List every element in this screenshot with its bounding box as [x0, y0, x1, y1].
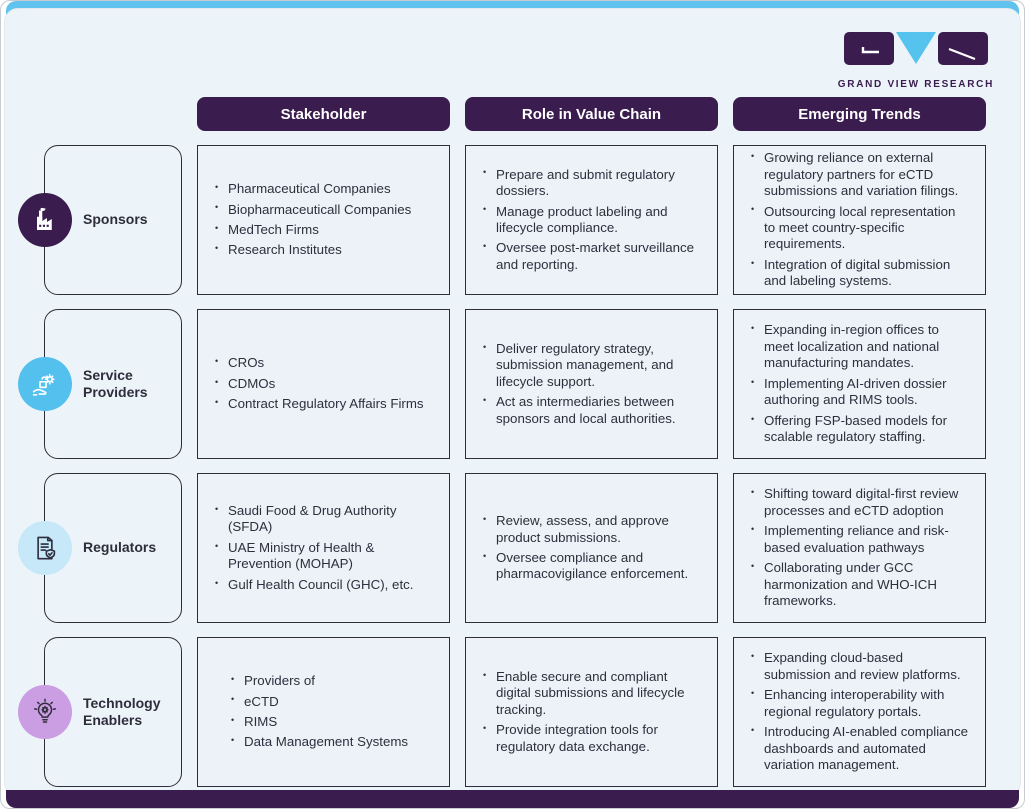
service-providers-trends-box [733, 309, 986, 459]
bullet-item: • Review, assess, and approve product submissions. [482, 513, 701, 546]
bullet-item: • Prepare and submit regulatory dossiers. [482, 167, 701, 200]
row-label-text: Regulators [83, 539, 157, 556]
service-providers-role-box [465, 309, 718, 459]
bullet-item: • Deliver regulatory strategy, submission management, and lifecycle support. [482, 341, 701, 390]
bullet-item: • Integration of digital submission and labeling systems. [750, 257, 969, 290]
regulators-stakeholder-box [197, 473, 450, 623]
service-providers-stakeholder-list [214, 351, 433, 416]
content-panel [4, 8, 1021, 796]
bullet-item: • Providers of [230, 673, 433, 689]
technology-enablers-role-box [465, 637, 718, 787]
bullet-item: • Implementing AI-driven dossier authoring and RIMS tools. [750, 376, 969, 409]
bullet-item: • Outsourcing local representation to meet country-specific requirements. [750, 204, 969, 253]
bottom-accent-bar [6, 790, 1019, 808]
logo-text: GRAND VIEW RESEARCH [837, 79, 994, 90]
document-shield-icon [18, 521, 72, 575]
technology-enablers-role-list [482, 665, 701, 759]
technology-enablers-trends-box [733, 637, 986, 787]
row-label-sponsors [44, 145, 182, 295]
bullet-item: • Shifting toward digital-first review processes and eCTD adoption [750, 486, 969, 519]
bullet-item: • Biopharmaceuticall Companies [214, 202, 433, 218]
service-providers-role-list [482, 337, 701, 431]
row-label-technology-enablers [44, 637, 182, 787]
bullet-item: • MedTech Firms [214, 222, 433, 238]
bullet-item: • Expanding cloud-based submission and review platforms. [750, 650, 969, 683]
regulators-trends-list [750, 482, 969, 613]
technology-enablers-stakeholder-list [214, 669, 433, 755]
regulators-trends-box [733, 473, 986, 623]
bullet-item: • Provide integration tools for regulatory data exchange. [482, 722, 701, 755]
bullet-item: • Growing reliance on external regulatory partners for eCTD submissions and variation filings. [750, 150, 969, 199]
factory-icon [18, 193, 72, 247]
sponsors-stakeholder-list [214, 177, 433, 263]
bullet-item: • Enable secure and compliant digital submissions and lifecycle tracking. [482, 669, 701, 718]
bullet-item: • Saudi Food & Drug Authority (SFDA) [214, 503, 433, 536]
bullet-item: • Offering FSP-based models for scalable regulatory staffing. [750, 413, 969, 446]
row-label-service-providers [44, 309, 182, 459]
row-label-text: Sponsors [83, 211, 148, 228]
bullet-item: • Data Management Systems [230, 734, 433, 750]
bullet-item: • Expanding in-region offices to meet localization and national manufacturing mandates. [750, 322, 969, 371]
bullet-item: • Implementing reliance and risk-based evaluation pathways [750, 523, 969, 556]
bullet-item: • eCTD [230, 694, 433, 710]
column-header-role: Role in Value Chain [465, 97, 718, 131]
column-header-trends: Emerging Trends [733, 97, 986, 131]
bullet-item: • Oversee compliance and pharmacovigilance enforcement. [482, 550, 701, 583]
bullet-item: • CROs [214, 355, 433, 371]
technology-enablers-stakeholder-box [197, 637, 450, 787]
bullet-item: • Act as intermediaries between sponsors and local authorities. [482, 394, 701, 427]
sponsors-role-box [465, 145, 718, 295]
sponsors-trends-box [733, 145, 986, 295]
technology-enablers-trends-list [750, 646, 969, 777]
row-label-regulators [44, 473, 182, 623]
row-label-text: Service Providers [83, 366, 148, 400]
bullet-item: • RIMS [230, 714, 433, 730]
sponsors-trends-list [750, 146, 969, 294]
sponsors-role-list [482, 163, 701, 278]
bullet-item: • Enhancing interoperability with regional regulatory portals. [750, 687, 969, 720]
bullet-item: • Pharmaceutical Companies [214, 181, 433, 197]
corner-spacer [44, 97, 182, 131]
regulators-role-list [482, 509, 701, 587]
sponsors-stakeholder-box [197, 145, 450, 295]
bullet-item: • CDMOs [214, 376, 433, 392]
regulators-role-box [465, 473, 718, 623]
bullet-item: • Oversee post-market surveillance and reporting. [482, 240, 701, 273]
bullet-item: • Introducing AI-enabled compliance dashboards and automated variation management. [750, 724, 969, 773]
bullet-item: • Research Institutes [214, 242, 433, 258]
stakeholder-table [44, 97, 992, 787]
bullet-item: • Collaborating under GCC harmonization and WHO-ICH frameworks. [750, 560, 969, 609]
service-providers-stakeholder-box [197, 309, 450, 459]
bullet-item: • Contract Regulatory Affairs Firms [214, 396, 433, 412]
bullet-item: • UAE Ministry of Health & Prevention (MOHAP) [214, 540, 433, 573]
hand-services-icon [18, 357, 72, 411]
gvr-logo-mark [843, 27, 989, 71]
regulators-stakeholder-list [214, 499, 433, 597]
gvr-logo [838, 27, 994, 90]
bullet-item: • Manage product labeling and lifecycle compliance. [482, 204, 701, 237]
column-header-stakeholder: Stakeholder [197, 97, 450, 131]
bullet-item: • Gulf Health Council (GHC), etc. [214, 577, 433, 593]
lightbulb-gear-icon [18, 685, 72, 739]
service-providers-trends-list [750, 318, 969, 449]
row-label-text: Technology Enablers [83, 694, 161, 728]
